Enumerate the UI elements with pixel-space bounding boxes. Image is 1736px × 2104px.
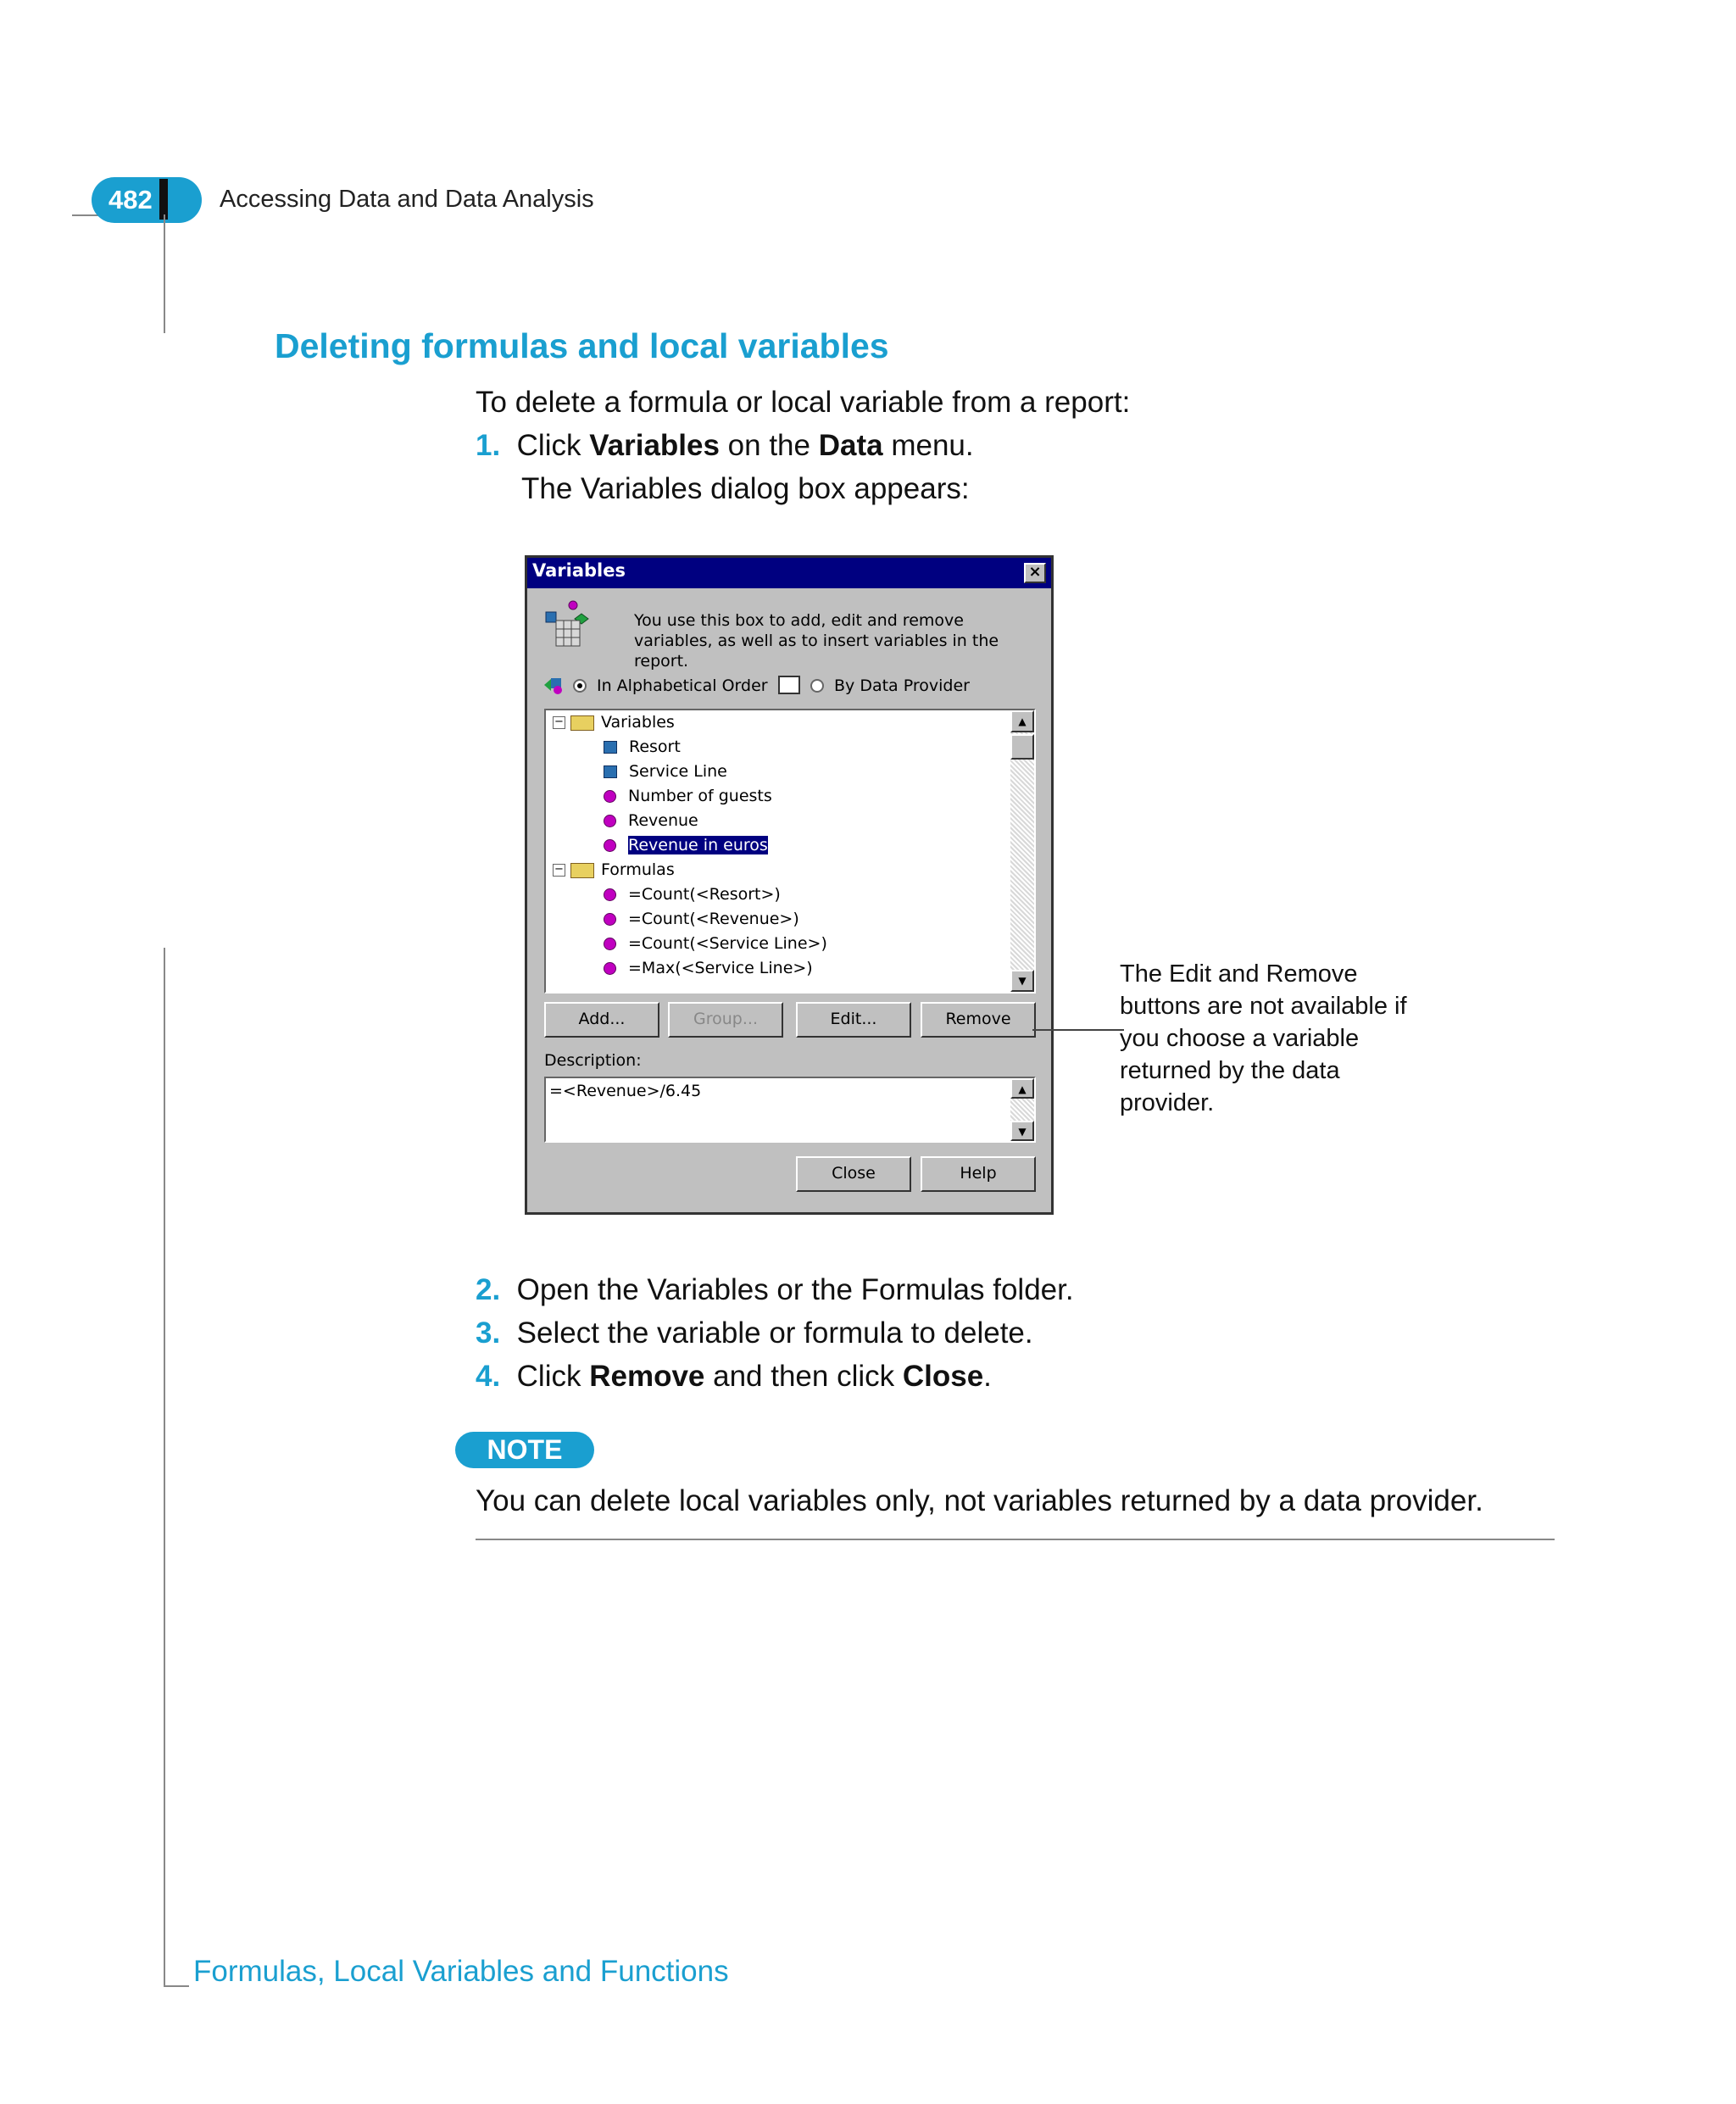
edit-button[interactable]: Edit... — [796, 1002, 911, 1038]
running-head: Accessing Data and Data Analysis — [220, 186, 594, 213]
note-label: NOTE — [487, 1434, 563, 1465]
step-2-number: 2. — [476, 1273, 501, 1306]
page-number-marker — [159, 179, 168, 220]
tree-folder-formulas[interactable]: − Formulas — [553, 858, 827, 882]
note-text: You can delete local variables only, not variables returned by a data provider. — [476, 1484, 1483, 1517]
note-rule — [476, 1539, 1555, 1540]
step-1-number: 1. — [476, 429, 501, 462]
tree-item[interactable] — [553, 882, 827, 907]
tree-item-label: =Count(<Revenue>) — [628, 910, 799, 928]
tree-item-label: Revenue — [628, 811, 698, 830]
intro-text: To delete a formula or local variable from a report: — [476, 386, 1131, 419]
radio-data-provider-label[interactable]: By Data Provider — [834, 676, 970, 695]
step-1-subtext: The Variables dialog box appears: — [521, 472, 970, 505]
step-1 — [476, 429, 974, 463]
tree-item-label: =Max(<Service Line>) — [628, 959, 813, 977]
footer-rule — [164, 1985, 189, 1987]
callout-line: you choose a variable — [1120, 1025, 1360, 1052]
tree-item[interactable] — [553, 809, 827, 833]
group-button[interactable]: Group... — [668, 1002, 783, 1038]
step-3 — [476, 1316, 1033, 1350]
help-button[interactable]: Help — [921, 1156, 1036, 1192]
remove-button[interactable]: Remove — [921, 1002, 1036, 1038]
tree-item[interactable] — [553, 932, 827, 956]
variables-dialog — [525, 555, 1054, 1215]
tree-item[interactable] — [553, 735, 827, 760]
page-number: 482 — [108, 185, 153, 214]
description-value: =<Revenue>/6.45 — [549, 1082, 702, 1100]
step-4-number: 4. — [476, 1360, 501, 1393]
callout-leader-line — [1032, 1029, 1124, 1031]
step-4-bold-b: Close — [902, 1360, 984, 1393]
step-4-text-c: . — [983, 1360, 992, 1393]
folder-formulas-label: Formulas — [601, 860, 675, 879]
data-provider-icon — [778, 676, 800, 694]
callout-text — [1120, 958, 1407, 1119]
tree-item-label: Resort — [629, 738, 681, 756]
step-1-text-b: on the — [719, 429, 819, 462]
margin-rule-bottom — [164, 948, 165, 1987]
callout-line: provider. — [1120, 1089, 1215, 1116]
tree-item[interactable] — [553, 784, 827, 809]
scroll-up-icon[interactable]: ▲ — [1010, 1078, 1034, 1099]
step-3-text: Select the variable or formula to delete. — [516, 1316, 1033, 1350]
scroll-up-icon[interactable]: ▲ — [1010, 710, 1034, 732]
tree-scrollbar[interactable] — [1010, 710, 1034, 992]
section-title: Deleting formulas and local variables — [275, 326, 889, 365]
scroll-down-icon[interactable]: ▼ — [1010, 970, 1034, 992]
margin-rule-top — [164, 214, 165, 333]
variables-tree[interactable] — [544, 709, 1036, 994]
step-4 — [476, 1360, 992, 1394]
tree-item-label: =Count(<Service Line>) — [628, 934, 827, 953]
dialog-close-button[interactable]: × — [1024, 563, 1046, 583]
tree-item-label: Revenue in euros — [628, 836, 768, 854]
scroll-down-icon[interactable]: ▼ — [1010, 1121, 1034, 1141]
tree-item-selected[interactable] — [553, 833, 827, 858]
tree-item-label: Number of guests — [628, 787, 772, 805]
description-scrollbar[interactable] — [1010, 1078, 1034, 1141]
dialog-info-text: You use this box to add, edit and remove variables, as well as to insert variables in the report. — [634, 611, 999, 671]
step-4-bold-a: Remove — [589, 1360, 705, 1393]
tree-item-label: Service Line — [629, 762, 727, 781]
tree-item[interactable] — [553, 760, 827, 784]
dialog-titlebar — [527, 558, 1051, 588]
callout-line: buttons are not available if — [1120, 993, 1407, 1020]
step-2 — [476, 1273, 1074, 1307]
alphabetical-icon — [542, 674, 571, 696]
step-1-bold-b: Data — [818, 429, 883, 462]
step-1-text-c: menu. — [882, 429, 974, 462]
tree-item-label: =Count(<Resort>) — [628, 885, 781, 904]
scroll-thumb[interactable] — [1010, 734, 1034, 760]
step-3-number: 3. — [476, 1316, 501, 1350]
step-2-text: Open the Variables or the Formulas folder. — [516, 1273, 1074, 1306]
radio-alphabetical-label[interactable]: In Alphabetical Order — [597, 676, 768, 695]
variables-cube-icon — [544, 600, 592, 651]
add-button[interactable]: Add... — [544, 1002, 659, 1038]
description-label: Description: — [544, 1051, 642, 1070]
callout-line: The Edit and Remove — [1120, 960, 1358, 988]
folder-variables-label: Variables — [601, 713, 675, 732]
step-4-text-a: Click — [516, 1360, 590, 1393]
step-4-text-b: and then click — [704, 1360, 903, 1393]
step-1-bold-a: Variables — [589, 429, 720, 462]
description-field[interactable] — [544, 1077, 1036, 1143]
radio-data-provider[interactable] — [810, 679, 824, 693]
callout-line: returned by the data — [1120, 1057, 1340, 1084]
tree-item[interactable] — [553, 907, 827, 932]
tree-item[interactable] — [553, 956, 827, 981]
radio-alphabetical[interactable] — [573, 679, 587, 693]
running-footer: Formulas, Local Variables and Functions — [193, 1955, 729, 1988]
close-button[interactable]: Close — [796, 1156, 911, 1192]
step-1-text-a: Click — [516, 429, 590, 462]
dialog-title: Variables — [532, 560, 626, 581]
tree-folder-variables[interactable]: − Variables — [553, 710, 827, 735]
